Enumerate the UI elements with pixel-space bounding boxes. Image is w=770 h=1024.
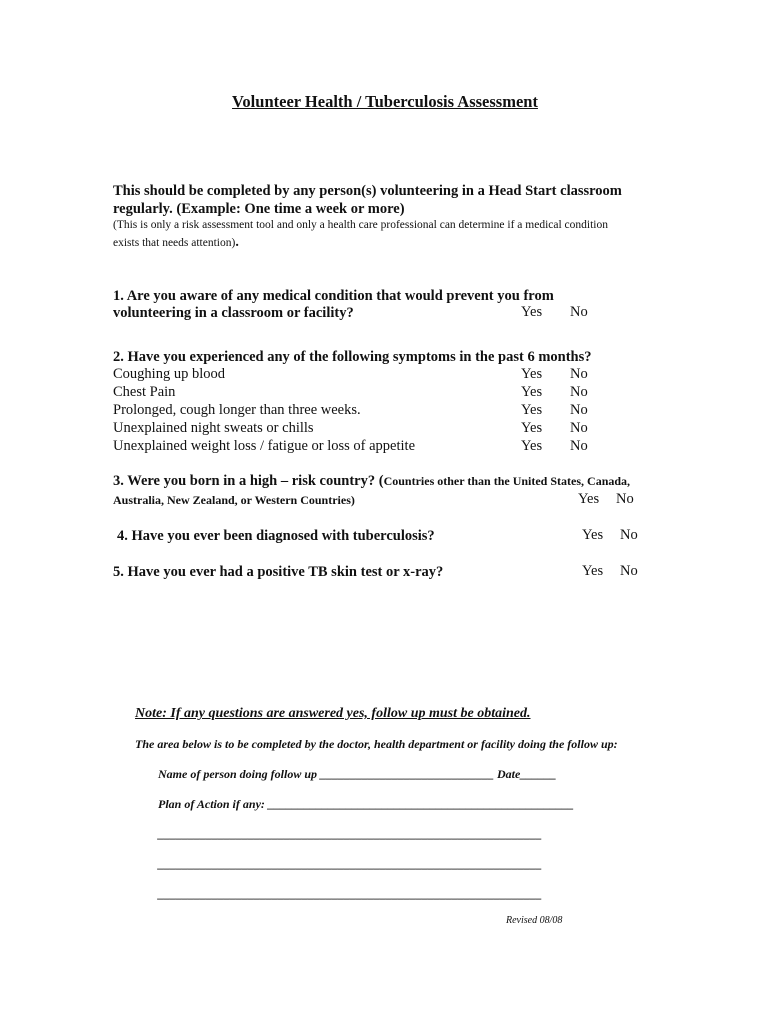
q1-yes-option[interactable]: Yes	[521, 304, 543, 320]
q5-no-option[interactable]: No	[620, 563, 638, 579]
question-1-line-1: 1. Are you aware of any medical condition that would prevent you from	[113, 288, 554, 304]
page-title: Volunteer Health / Tuberculosis Assessment	[232, 92, 538, 111]
symptom-no-option[interactable]: No	[570, 420, 588, 436]
follow-up-note: Note: If any questions are answered yes, follow up must be obtained.	[135, 706, 531, 721]
symptom-yes-option[interactable]: Yes	[521, 384, 543, 400]
symptom-label: Unexplained weight loss / fatigue or loss of appetite	[113, 438, 416, 454]
question-3-line-1: 3. Were you born in a high – risk country? (Countries other than the United States, Canada,	[113, 473, 631, 489]
q4-no-option[interactable]: No	[620, 527, 638, 543]
symptom-label: Unexplained night sweats or chills	[113, 420, 314, 436]
symptom-yes-option[interactable]: Yes	[521, 366, 543, 382]
q1-no-option[interactable]: No	[570, 304, 588, 320]
symptom-no-option[interactable]: No	[570, 366, 588, 382]
question-3-line-2: Australia, New Zealand, or Western Countries)	[113, 493, 355, 507]
revision-date: Revised 08/08	[506, 915, 563, 926]
symptom-yes-option[interactable]: Yes	[521, 438, 543, 454]
symptom-yes-option[interactable]: Yes	[521, 420, 543, 436]
blank-line[interactable]: ________________________________________________________________	[158, 887, 542, 901]
symptom-label: Prolonged, cough longer than three weeks.	[113, 402, 361, 418]
plan-of-action-line[interactable]: Plan of Action if any: ___________________________________________________	[158, 797, 574, 811]
intro-line-1: This should be completed by any person(s) volunteering in a Head Start classroom	[113, 183, 622, 199]
symptom-no-option[interactable]: No	[570, 384, 588, 400]
question-4: 4. Have you ever been diagnosed with tuberculosis?	[117, 528, 435, 544]
q3-yes-option[interactable]: Yes	[578, 491, 600, 507]
follow-up-instruction: The area below is to be completed by the doctor, health department or facility doing the follow up:	[135, 737, 618, 751]
q3-no-option[interactable]: No	[616, 491, 634, 507]
symptom-no-option[interactable]: No	[570, 438, 588, 454]
blank-line[interactable]: ________________________________________________________________	[158, 827, 542, 841]
symptom-label: Coughing up blood	[113, 366, 225, 382]
symptom-yes-option[interactable]: Yes	[521, 402, 543, 418]
symptom-label: Chest Pain	[113, 384, 176, 400]
question-1-line-2: volunteering in a classroom or facility?	[113, 305, 354, 321]
q4-yes-option[interactable]: Yes	[582, 527, 604, 543]
question-2-heading: 2. Have you experienced any of the following symptoms in the past 6 months?	[113, 349, 592, 365]
intro-note-1: (This is only a risk assessment tool and only a health care professional can determine if a medical condition	[113, 219, 608, 231]
q5-yes-option[interactable]: Yes	[582, 563, 604, 579]
symptom-no-option[interactable]: No	[570, 402, 588, 418]
intro-note-2: exists that needs attention).	[113, 235, 239, 250]
intro-line-2: regularly. (Example: One time a week or more)	[113, 201, 405, 217]
name-date-line[interactable]: Name of person doing follow up _____________________________ Date______	[158, 767, 557, 781]
question-5: 5. Have you ever had a positive TB skin test or x-ray?	[113, 564, 444, 580]
blank-line[interactable]: ________________________________________________________________	[158, 857, 542, 871]
